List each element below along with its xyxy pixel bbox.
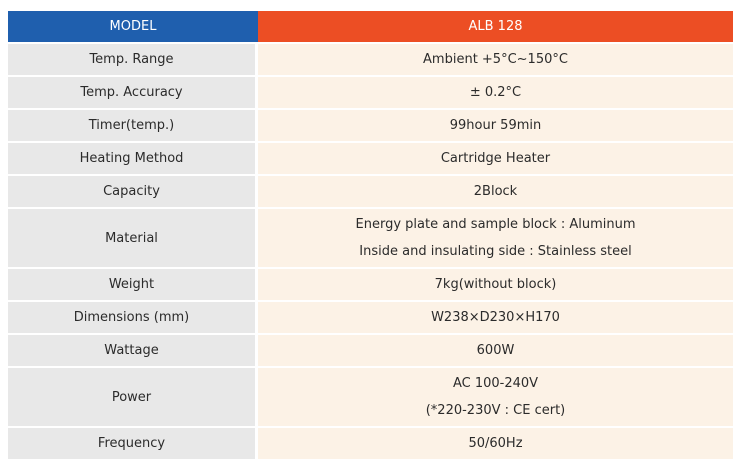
spec-label: Temp. Accuracy bbox=[8, 77, 258, 108]
spec-value: 50/60Hz bbox=[258, 428, 733, 459]
spec-label: Wattage bbox=[8, 335, 258, 366]
spec-row-frequency bbox=[8, 428, 733, 459]
spec-label: Timer(temp.) bbox=[8, 110, 258, 141]
spec-value bbox=[258, 368, 733, 426]
spec-value: 7kg(without block) bbox=[258, 269, 733, 300]
spec-label: Material bbox=[8, 209, 258, 267]
header-model-label: MODEL bbox=[8, 11, 258, 42]
spec-value-line: Energy plate and sample block : Aluminum bbox=[355, 217, 636, 232]
spec-label: Power bbox=[8, 368, 258, 426]
spec-label: Weight bbox=[8, 269, 258, 300]
spec-label: Dimensions (mm) bbox=[8, 302, 258, 333]
spec-value: Cartridge Heater bbox=[258, 143, 733, 174]
spec-value: ± 0.2°C bbox=[258, 77, 733, 108]
spec-value: W238×D230×H170 bbox=[258, 302, 733, 333]
spec-value-line: AC 100-240V bbox=[452, 376, 539, 391]
spec-row-power bbox=[8, 368, 733, 426]
header-model-value: ALB 128 bbox=[258, 11, 733, 42]
spec-row-heating-method bbox=[8, 143, 733, 174]
spec-value: 99hour 59min bbox=[258, 110, 733, 141]
spec-label: Temp. Range bbox=[8, 44, 258, 75]
spec-row-dimensions bbox=[8, 302, 733, 333]
spec-row-capacity bbox=[8, 176, 733, 207]
spec-row-timer bbox=[8, 110, 733, 141]
spec-table bbox=[8, 9, 733, 461]
spec-row-temp-accuracy bbox=[8, 77, 733, 108]
spec-value: Ambient +5°C~150°C bbox=[258, 44, 733, 75]
spec-row-wattage bbox=[8, 335, 733, 366]
spec-value-line: (*220-230V : CE cert) bbox=[425, 403, 566, 418]
spec-value: 600W bbox=[258, 335, 733, 366]
header-row bbox=[8, 11, 733, 42]
spec-row-weight bbox=[8, 269, 733, 300]
spec-row-temp-range bbox=[8, 44, 733, 75]
spec-value: 2Block bbox=[258, 176, 733, 207]
spec-value-line: Inside and insulating side : Stainless steel bbox=[359, 244, 632, 259]
spec-label: Capacity bbox=[8, 176, 258, 207]
spec-label: Heating Method bbox=[8, 143, 258, 174]
spec-row-material bbox=[8, 209, 733, 267]
spec-label: Frequency bbox=[8, 428, 258, 459]
spec-value bbox=[258, 209, 733, 267]
